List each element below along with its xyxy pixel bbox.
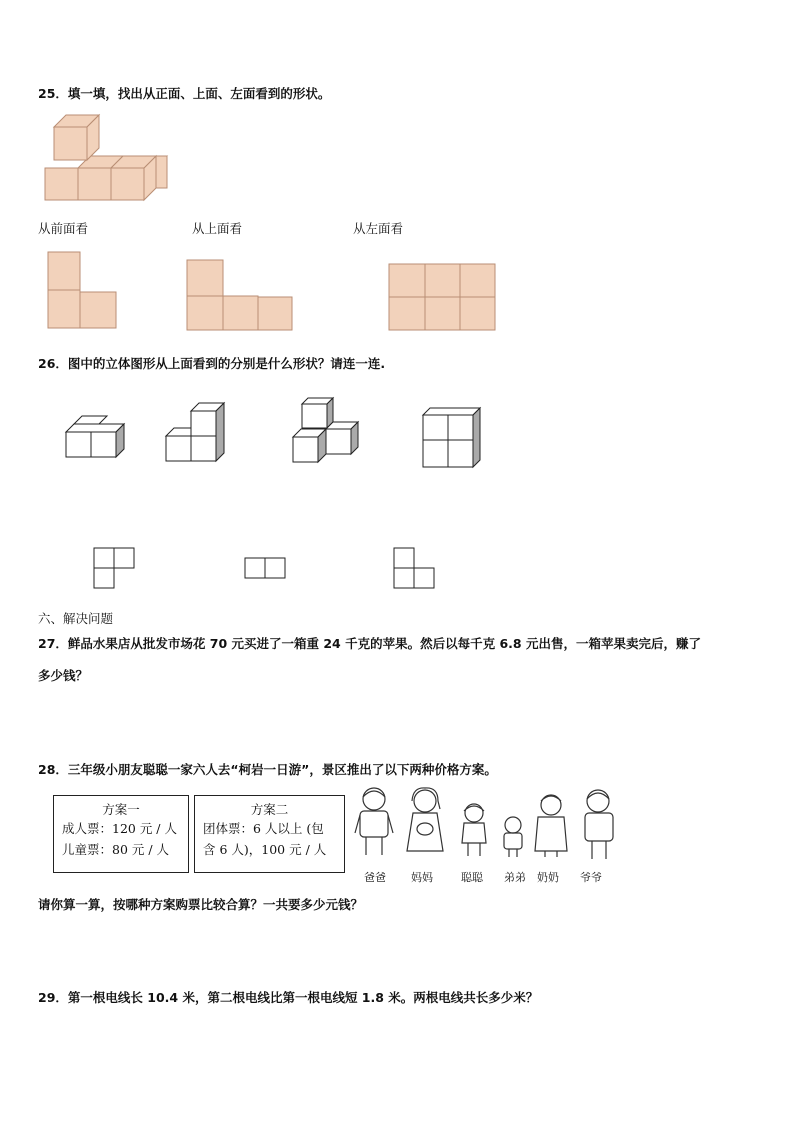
- plan2-group-line2: 含 6 人)，100 元 / 人: [203, 842, 327, 857]
- solid-figure-4: [420, 405, 485, 470]
- family-label-grandpa: 爷爷: [580, 871, 602, 884]
- question-29-text: 29．第一根电线长 10.4 米，第二根电线比第一根电线短 1.8 米。两根电线共长多少米？: [38, 990, 539, 1005]
- grandpa-figure: [585, 790, 613, 859]
- question-28-ask: 请你算一算，按哪种方案购票比较合算？一共要多少元钱？: [38, 897, 364, 912]
- solid-figure-3: [290, 395, 365, 465]
- question-25-text: 25．填一填，找出从正面、上面、左面看到的形状。: [38, 86, 331, 101]
- plan2-group-line1: 团体票：6 人以上 (包: [203, 821, 324, 836]
- question-27-line2: 多少钱？: [38, 668, 89, 683]
- top-shape-option-3: [393, 547, 438, 589]
- plan1-title: 方案一: [102, 802, 140, 817]
- grandma-figure: [535, 795, 567, 857]
- view-left-label: 从左面看: [353, 221, 404, 236]
- congcong-figure: [462, 804, 486, 856]
- plan2-title: 方案二: [250, 802, 289, 817]
- family-label-mom: 妈妈: [411, 871, 433, 884]
- brother-figure: [504, 817, 522, 857]
- price-plan-1: [53, 795, 189, 873]
- dad-figure: [355, 788, 393, 855]
- top-shape-option-1: [93, 547, 138, 589]
- top-shape-option-2: [244, 557, 289, 579]
- family-label-congcong: 聪聪: [461, 871, 483, 884]
- section-6-heading: 六、解决问题: [38, 611, 114, 626]
- plan1-child-price: 儿童票：80 元 / 人: [62, 842, 170, 857]
- price-plan-2: [194, 795, 345, 873]
- front-view-shape: [48, 252, 118, 330]
- question-26-text: 26．图中的立体图形从上面看到的分别是什么形状？请连一连.: [38, 356, 386, 371]
- family-label-dad: 爸爸: [364, 871, 386, 884]
- left-view-shape: [389, 264, 497, 332]
- mom-figure: [407, 788, 443, 851]
- view-top-label: 从上面看: [192, 221, 243, 236]
- solid-figure-2: [163, 400, 233, 465]
- solid-figure-1: [60, 410, 130, 465]
- question-27-line1: 27．鲜品水果店从批发市场花 70 元买进了一箱重 24 千克的苹果。然后以每千克 6.8 元出售，一箱苹果卖完后，赚了: [38, 636, 701, 651]
- question-28-text: 28．三年级小朋友聪聪一家六人去“柯岩一日游”，景区推出了以下两种价格方案。: [38, 762, 497, 777]
- plan1-adult-price: 成人票：120 元 / 人: [62, 821, 177, 836]
- view-front-label: 从前面看: [38, 221, 89, 236]
- top-view-shape: [187, 260, 294, 332]
- q25-cube-stack-figure: [40, 110, 175, 205]
- family-label-grandma: 奶奶: [537, 871, 559, 884]
- family-label-brother: 弟弟: [504, 871, 526, 884]
- family-illustration: [350, 785, 620, 860]
